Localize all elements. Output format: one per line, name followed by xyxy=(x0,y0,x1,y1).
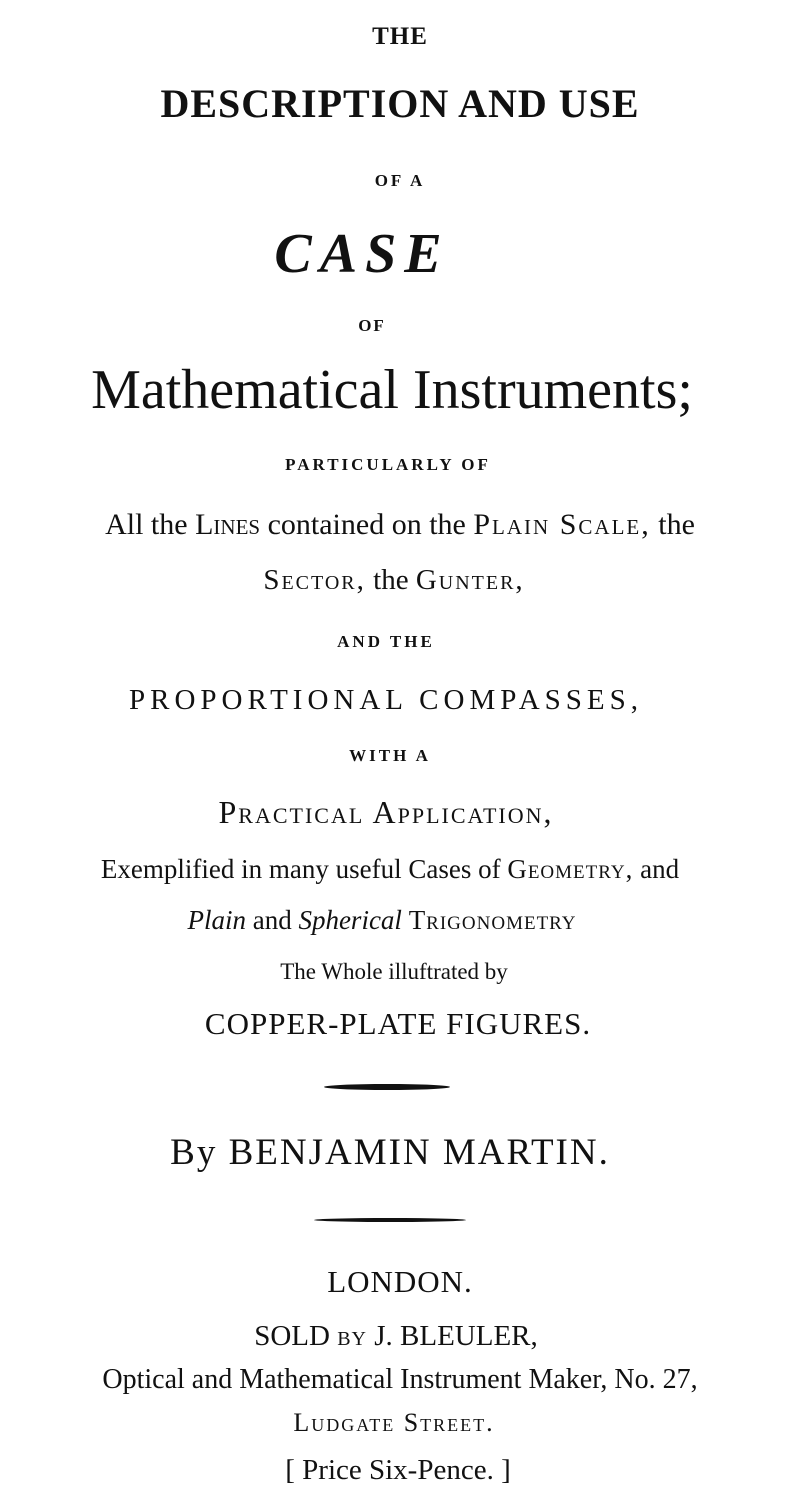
subtitle-proportional-compasses: PROPORTIONAL COMPASSES, xyxy=(128,684,643,716)
text-exemplified: Exemplified in many useful Cases of xyxy=(100,854,501,884)
author-line: By BENJAMIN MARTIN. xyxy=(170,1132,610,1173)
subtitle-with-a: WITH A xyxy=(349,746,431,765)
subtitle-practical-application: Practical Application, xyxy=(218,794,554,830)
subtitle-exemplified-line xyxy=(0,856,790,883)
text-and: and xyxy=(640,854,680,884)
title-case: CASE xyxy=(274,223,450,285)
title-main: Mathematical Instruments; xyxy=(91,359,693,421)
imprint-maker: Optical and Mathematical Instrument Maker, No. 27, xyxy=(102,1364,698,1395)
subtitle-sector-gunter xyxy=(0,566,794,595)
text-sold: SOLD xyxy=(254,1320,330,1352)
subtitle-lines-line xyxy=(0,510,800,540)
text-plain-scale: Plain Scale, xyxy=(473,508,651,541)
text-lines: Lines xyxy=(195,508,261,541)
text-j-bleuler: J. BLEULER, xyxy=(374,1320,538,1352)
title-description-and-use: DESCRIPTION AND USE xyxy=(160,81,640,126)
text-and-2: and xyxy=(252,905,292,935)
subtitle-trigonometry-line xyxy=(0,907,782,934)
imprint-price: [ Price Six-Pence. ] xyxy=(285,1454,511,1486)
ornamental-rule-1 xyxy=(324,1084,450,1090)
text-the: the xyxy=(658,508,695,541)
subtitle-whole-illustrated: The Whole illuftrated by xyxy=(280,959,508,984)
text-spherical: Spherical xyxy=(298,905,402,935)
text-all-the: All the xyxy=(105,508,188,541)
text-gunter: Gunter, xyxy=(415,564,525,596)
text-plain: Plain xyxy=(187,905,246,935)
imprint-ludgate-street: Ludgate Street. xyxy=(293,1408,495,1437)
text-geometry: Geometry, xyxy=(507,854,634,884)
text-by: by xyxy=(337,1320,367,1352)
title-of-a: OF A xyxy=(374,171,426,190)
subtitle-particularly-of: PARTICULARLY OF xyxy=(285,455,491,474)
title-the: THE xyxy=(372,23,428,50)
text-the-2: the xyxy=(373,564,409,596)
text-trigonometry: Trigonometry xyxy=(408,905,577,935)
text-sector: Sector, xyxy=(263,564,366,596)
subtitle-copper-plate-figures: COPPER-PLATE FIGURES. xyxy=(204,1006,592,1041)
text-contained-on-the: contained on the xyxy=(267,508,466,541)
subtitle-and-the: AND THE xyxy=(337,632,435,651)
title-of: OF xyxy=(358,316,386,335)
imprint-london: LONDON. xyxy=(327,1264,473,1299)
imprint-sold-by xyxy=(0,1322,796,1351)
ornamental-rule-2 xyxy=(314,1218,466,1222)
